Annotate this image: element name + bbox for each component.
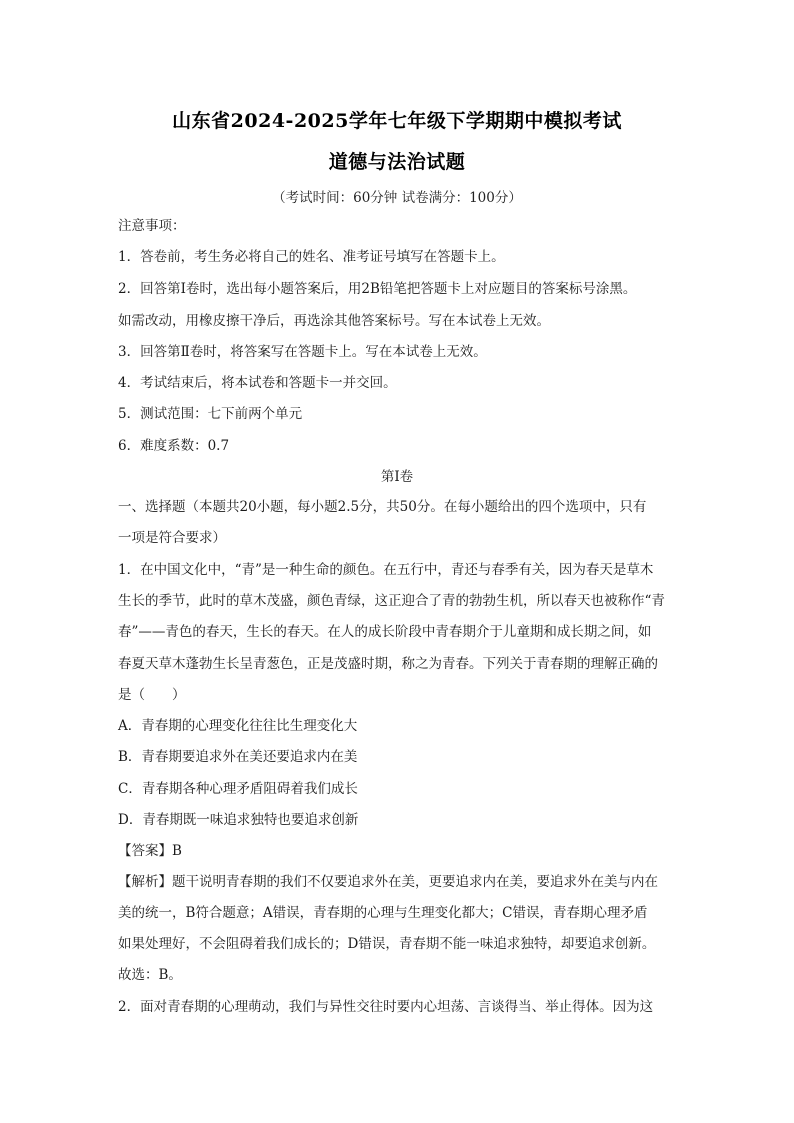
analysis-line: 【解析】题干说明青春期的我们不仅要追求外在美，更要追求内在美，要追求外在美与内在	[118, 874, 658, 890]
part-intro-line: 一项是符合要求）	[118, 530, 226, 546]
note-line: 6．难度系数：0.7	[118, 438, 230, 454]
analysis-line: 故选：B。	[118, 967, 182, 983]
option-b: B．青春期要追求外在美还要追求内在美	[118, 749, 358, 765]
analysis-line: 如果处理好，不会阻碍着我们成长的；D错误，青春期不能一味追求独特，却要追求创新。	[118, 936, 656, 952]
section-title: 第Ⅰ卷	[380, 469, 414, 485]
exam-title: 山东省2024-2025学年七年级下学期期中模拟考试	[172, 110, 622, 132]
exam-subject-title: 道德与法治试题	[328, 151, 466, 173]
option-c: C．青春期各种心理矛盾阻碍着我们成长	[118, 781, 358, 797]
option-d: D．青春期既一味追求独特也要追求创新	[118, 812, 359, 828]
note-line: 3．回答第Ⅱ卷时，将答案写在答题卡上。写在本试卷上无效。	[118, 344, 487, 360]
note-line: 4．考试结束后，将本试卷和答题卡一并交回。	[118, 375, 397, 391]
note-line: 5．测试范围：七下前两个单元	[118, 406, 303, 422]
note-line: 2．回答第Ⅰ卷时，选出每小题答案后，用2B铅笔把答题卡上对应题目的答案标号涂黑。	[118, 281, 637, 297]
answer-line: 【答案】B	[118, 843, 182, 859]
note-line: 1．答卷前，考生务必将自己的姓名、准考证号填写在答题卡上。	[118, 249, 505, 265]
question-stem-line: 春”——青色的春天，生长的春天。在人的成长阶段中青春期介于儿童期和成长期之间，如	[118, 624, 652, 640]
notes-heading: 注意事项：	[118, 218, 186, 234]
option-a: A．青春期的心理变化往往比生理变化大	[118, 718, 358, 734]
question-stem-line: 是（ ）	[118, 687, 186, 703]
question-stem-line: 生长的季节，此时的草木茂盛，颜色青绿，这正迎合了青的勃勃生机，所以春天也被称作“青	[118, 593, 665, 609]
note-line: 如需改动，用橡皮擦干净后，再选涂其他答案标号。写在本试卷上无效。	[118, 313, 550, 329]
question-stem-line: 春夏天草木蓬勃生长呈青葱色，正是茂盛时期，称之为青春。下列关于青春期的理解正确的	[118, 656, 658, 672]
question-stem-line: 1．在中国文化中，“青”是一种生命的颜色。在五行中，青还与春季有关，因为春天是草木	[118, 562, 654, 578]
question-stem-line: 2．面对青春期的心理萌动，我们与异性交往时要内心坦荡、言谈得当、举止得体。因为这	[118, 999, 654, 1015]
part-intro-line: 一、选择题（本题共20小题，每小题2.5分，共50分。在每小题给出的四个选项中，只有	[118, 499, 647, 515]
exam-info: （考试时间：60分钟 试卷满分：100分）	[272, 190, 522, 206]
analysis-line: 美的统一，B符合题意；A错误，青春期的心理与生理变化都大；C错误，青春期心理矛盾	[118, 905, 648, 921]
